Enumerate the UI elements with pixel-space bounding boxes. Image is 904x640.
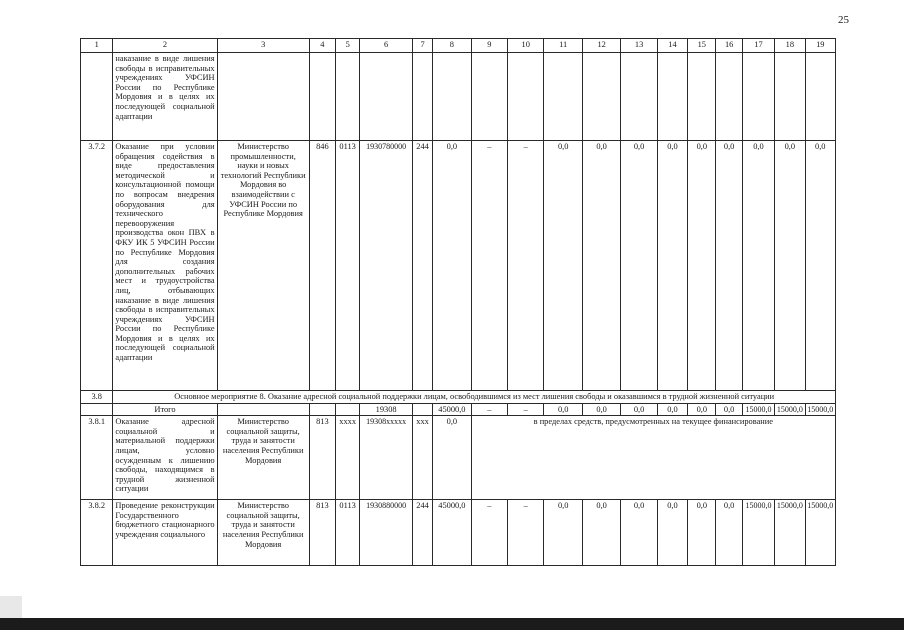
value-cell: – xyxy=(508,141,544,391)
value-cell: 15000,0 xyxy=(742,500,774,566)
value-cell: 0,0 xyxy=(433,416,471,500)
header-cell: 9 xyxy=(471,39,507,53)
header-cell: 3 xyxy=(217,39,309,53)
value-cell: 45000,0 xyxy=(433,403,471,416)
code-cell: 846 xyxy=(309,141,335,391)
value-cell: 0,0 xyxy=(688,500,716,566)
continuation-text: наказание в виде лишения свободы в исправительных учреждениях УФСИН России по Республике Мордовия и в целях их последующей социальной адаптации xyxy=(113,53,217,141)
total-label: Итого xyxy=(113,403,217,416)
table-row-3-8 xyxy=(81,391,836,404)
code-cell: 19308xxxxx xyxy=(360,416,413,500)
value-cell: 0,0 xyxy=(716,500,742,566)
header-cell: 17 xyxy=(742,39,774,53)
table-row-3-8-2 xyxy=(81,500,836,566)
value-cell: 0,0 xyxy=(688,403,716,416)
executor: Министерство промышленности, науки и новых технологий Республики Мордовия во взаимодействии с УФСИН России по Республике Мордовия xyxy=(217,141,309,391)
value-cell: 0,0 xyxy=(688,141,716,391)
code-cell: 813 xyxy=(309,416,335,500)
header-cell: 1 xyxy=(81,39,113,53)
value-cell: 15000,0 xyxy=(775,500,805,566)
header-cell: 2 xyxy=(113,39,217,53)
row-number: 3.8.1 xyxy=(81,416,113,500)
value-cell: 0,0 xyxy=(805,141,835,391)
value-cell: 45000,0 xyxy=(433,500,471,566)
financing-note: в пределах средств, предусмотренных на текущее финансирование xyxy=(471,416,835,500)
value-cell: 0,0 xyxy=(621,403,657,416)
code-cell: 0113 xyxy=(336,500,360,566)
code-cell: 244 xyxy=(412,500,432,566)
code-cell: 19308 xyxy=(360,403,413,416)
value-cell: 0,0 xyxy=(582,141,620,391)
scan-shadow xyxy=(0,596,22,618)
code-cell: 1930780000 xyxy=(360,141,413,391)
value-cell: 0,0 xyxy=(657,141,687,391)
column-number-row xyxy=(81,39,836,53)
value-cell: 0,0 xyxy=(544,141,582,391)
header-cell: 14 xyxy=(657,39,687,53)
header-cell: 6 xyxy=(360,39,413,53)
code-cell: 813 xyxy=(309,500,335,566)
value-cell: 15000,0 xyxy=(775,403,805,416)
header-cell: 19 xyxy=(805,39,835,53)
value-cell: 15000,0 xyxy=(742,403,774,416)
table-row-total xyxy=(81,403,836,416)
value-cell: – xyxy=(508,500,544,566)
value-cell: 0,0 xyxy=(582,403,620,416)
header-cell: 11 xyxy=(544,39,582,53)
value-cell: 0,0 xyxy=(621,500,657,566)
header-cell: 4 xyxy=(309,39,335,53)
program-table xyxy=(80,38,836,566)
value-cell: 0,0 xyxy=(657,403,687,416)
value-cell: 0,0 xyxy=(775,141,805,391)
executor: Министерство социальной защиты, труда и занятости населения Республики Мордовия xyxy=(217,500,309,566)
row-number: 3.7.2 xyxy=(81,141,113,391)
main-activity-title: Основное мероприятие 8. Оказание адресной социальной поддержки лицам, освободившимся из мест лишения свободы и оказавшимся в трудной жизненной ситуации xyxy=(113,391,836,404)
header-cell: 10 xyxy=(508,39,544,53)
value-cell: 0,0 xyxy=(544,500,582,566)
table-row-3-8-1 xyxy=(81,416,836,500)
page-number: 25 xyxy=(838,14,849,26)
header-cell: 15 xyxy=(688,39,716,53)
code-cell: xxx xyxy=(412,416,432,500)
code-cell: 244 xyxy=(412,141,432,391)
value-cell: 0,0 xyxy=(657,500,687,566)
value-cell: 0,0 xyxy=(621,141,657,391)
scan-bottom-edge xyxy=(0,618,904,630)
value-cell: 15000,0 xyxy=(805,403,835,416)
header-cell: 7 xyxy=(412,39,432,53)
row-number: 3.8.2 xyxy=(81,500,113,566)
activity-name: Оказание адресной социальной и материальной поддержки лицам, условно осужденным к лишению свободы, находящимся в трудной жизненной ситуации xyxy=(113,416,217,500)
code-cell: xxxx xyxy=(336,416,360,500)
header-cell: 16 xyxy=(716,39,742,53)
code-cell: 1930880000 xyxy=(360,500,413,566)
row-number: 3.8 xyxy=(81,391,113,404)
value-cell: 0,0 xyxy=(716,141,742,391)
executor: Министерство социальной защиты, труда и занятости населения Республики Мордовия xyxy=(217,416,309,500)
header-cell: 13 xyxy=(621,39,657,53)
value-cell: – xyxy=(471,403,507,416)
header-cell: 5 xyxy=(336,39,360,53)
value-cell: – xyxy=(471,500,507,566)
header-cell: 8 xyxy=(433,39,471,53)
activity-name: Проведение реконструкции Государственного бюджетного стационарного учреждения социального xyxy=(113,500,217,566)
value-cell: 0,0 xyxy=(582,500,620,566)
activity-name: Оказание при условии обращения содействия в виде предоставления методической и консультационной помощи по вопросам внедрения оборудования для технического перевооружения производства окон ПВХ в ФКУ ИК 5 УФСИН России по Республике Мордовия для создания дополнительных рабочих мест и трудоустройства лиц, отбывающих наказание в виде лишения свободы в исправительных учреждениях УФСИН России по Республике Мордовия и в целях их последующей социальной адаптации xyxy=(113,141,217,391)
value-cell: 0,0 xyxy=(716,403,742,416)
value-cell: 0,0 xyxy=(544,403,582,416)
code-cell: 0113 xyxy=(336,141,360,391)
value-cell: 0,0 xyxy=(742,141,774,391)
value-cell: 15000,0 xyxy=(805,500,835,566)
table-row-3-7-2 xyxy=(81,141,836,391)
header-cell: 18 xyxy=(775,39,805,53)
continuation-row xyxy=(81,53,836,141)
value-cell: – xyxy=(471,141,507,391)
value-cell: 0,0 xyxy=(433,141,471,391)
value-cell: – xyxy=(508,403,544,416)
header-cell: 12 xyxy=(582,39,620,53)
